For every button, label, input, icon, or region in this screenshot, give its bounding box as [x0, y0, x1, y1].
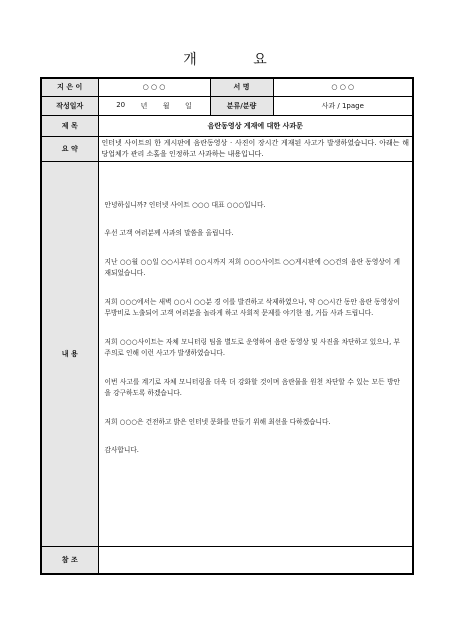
content-label: 내 용 [41, 161, 98, 546]
content-paragraph: 저희 ○○○은 건전하고 밝은 인터넷 문화를 만들기 위해 최선을 다하겠습니다. [104, 417, 331, 426]
signature-value: ○ ○ ○ [273, 78, 413, 96]
signature-label: 서 명 [210, 78, 273, 96]
subject-value: 음란동영상 게재에 대한 사과문 [98, 115, 413, 136]
content-paragraph: 지난 ○○월 ○○일 ○○시부터 ○○시까지 저희 ○○○사이트 ○○게시판에 ○○건의 음란 동영상이 게재되었습니다. [104, 257, 400, 277]
content-paragraph: 감사합니다. [104, 446, 139, 454]
category-value: 사과 / 1page [273, 96, 413, 115]
content-paragraph: 저희 ○○○에서는 새벽 ○○시 ○○분 경 이를 발견하고 삭제하였으나, 약 ○○시간 동안 음란 동영상이 무방비로 노출되어 고객 여러분을 놀라게 하고 사회적 문제를 야기한 점, 거듭 사과 드립니다. [104, 297, 400, 317]
date-value [98, 96, 210, 115]
reference-value [98, 546, 413, 574]
content-paragraph: 안녕하십니까? 인터넷 사이트 ○○○ 대표 ○○○입니다. [104, 200, 266, 209]
subject-label: 제 목 [41, 115, 98, 136]
content-body [98, 161, 413, 546]
summary-label: 요 약 [41, 136, 98, 161]
content-paragraph: 이번 사고를 계기로 자체 모니터링을 더욱 더 강화할 것이며 음란물을 원천 차단할 수 있는 모든 방안을 강구하도록 하겠습니다. [104, 377, 400, 397]
date-day-unit: 일 [184, 101, 192, 110]
date-label: 작성일자 [41, 96, 98, 115]
document-title: 개 요 [183, 52, 293, 68]
summary-value: 인터넷 사이트의 한 게시판에 음란동영상 · 사진이 장시간 게재된 사고가 발생하였습니다. 아래는 해당업체가 관리 소홀을 인정하고 사과하는 내용입니다. [98, 136, 413, 161]
reference-label: 참 조 [41, 546, 98, 574]
date-year: 20 [116, 100, 126, 109]
author-value: ○ ○ ○ [98, 78, 210, 96]
content-paragraph: 저희 ○○○사이트는 자체 모니터링 팀을 별도로 운영하여 음란 동영상 및 사진을 차단하고 있으나, 부주의로 인해 이런 사고가 발생하였습니다. [104, 337, 400, 357]
category-label: 분류/분량 [210, 96, 273, 115]
date-year-unit: 년 [140, 101, 148, 110]
overview-form-table [40, 77, 414, 575]
author-label: 지 은 이 [41, 78, 98, 96]
date-month-unit: 월 [162, 101, 170, 110]
content-paragraph: 우선 고객 여러분께 사과의 말씀을 올립니다. [104, 229, 234, 237]
